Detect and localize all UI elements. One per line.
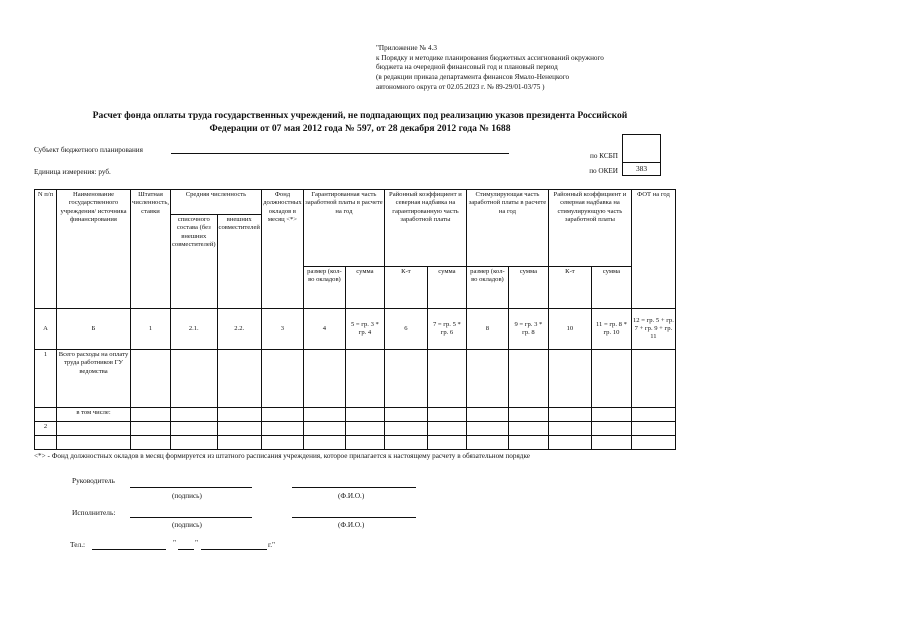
appendix-line: "Приложение № 4.3: [376, 44, 437, 52]
table-cell[interactable]: [35, 408, 57, 422]
appendix-note: [376, 44, 676, 93]
head-label: Руководитель: [72, 476, 115, 485]
appendix-line: бюджета на очередной финансовый год и плановый период: [376, 63, 558, 72]
header-stim-sum: сумма: [508, 267, 548, 309]
table-cell[interactable]: [170, 408, 217, 422]
row-incl-label: в том числе:: [57, 408, 131, 422]
head-signature-line[interactable]: [130, 487, 252, 488]
footnote: <*> - Фонд должностных окладов в месяц формируется из штатного расписания учреждения, которое прилагается к настоящему расчету в обязательном порядке: [34, 452, 530, 460]
okei-label: по ОКЕИ: [589, 167, 618, 175]
table-cell[interactable]: [345, 408, 384, 422]
table-cell[interactable]: [548, 422, 591, 436]
okei-code-box: 383: [622, 162, 661, 176]
table-cell[interactable]: [591, 422, 631, 436]
table-cell[interactable]: [466, 436, 508, 450]
index-cell: 11 = гр. 8 * гр. 10: [591, 309, 631, 350]
header-stim-reg: Районный коэффициент и северная надбавка на стимулирующую часть заработной платы: [548, 190, 631, 267]
table-cell[interactable]: [57, 436, 131, 450]
table-cell[interactable]: [303, 408, 345, 422]
subject-input-line[interactable]: [171, 153, 509, 154]
executor-fio-caption: (Ф.И.О.): [338, 521, 365, 529]
header-stim-reg-coef: К-т: [548, 267, 591, 309]
table-cell[interactable]: [131, 350, 171, 408]
phone-label: Тел.:: [70, 540, 86, 549]
table-cell[interactable]: [345, 350, 384, 408]
title-line-1: Расчет фонда оплаты труда государственных учреждений, не подпадающих под реализацию указов президента Российской: [92, 110, 628, 121]
table-cell[interactable]: [131, 422, 171, 436]
title-line-2: Федерации от 07 мая 2012 года № 597, от 28 декабря 2012 года № 1688: [209, 123, 511, 134]
table-cell[interactable]: [217, 436, 261, 450]
ksbp-code-box[interactable]: [622, 134, 661, 163]
appendix-line: (в редакции приказа департамента финансов Ямало-Ненецкого: [376, 73, 570, 82]
table-cell[interactable]: [427, 408, 466, 422]
table-cell[interactable]: [466, 408, 508, 422]
table-cell[interactable]: [384, 408, 427, 422]
header-avg-list: списочного состава (без внешних совместителей): [170, 215, 217, 309]
table-cell[interactable]: [591, 436, 631, 450]
table-cell[interactable]: [631, 422, 675, 436]
date-day-line[interactable]: [178, 549, 194, 550]
table-cell[interactable]: [548, 408, 591, 422]
table-cell[interactable]: [217, 422, 261, 436]
table-cell[interactable]: [384, 422, 427, 436]
header-guar-reg-sum: сумма: [427, 267, 466, 309]
table-cell[interactable]: [384, 436, 427, 450]
table-cell[interactable]: [384, 350, 427, 408]
header-name: Наименование государственного учреждения/ источника финансирования: [57, 190, 131, 309]
table-cell[interactable]: [508, 422, 548, 436]
table-cell[interactable]: [548, 436, 591, 450]
table-cell[interactable]: [427, 436, 466, 450]
table-cell[interactable]: [345, 436, 384, 450]
index-cell: А: [35, 309, 57, 350]
index-cell: 8: [466, 309, 508, 350]
header-guar-size: размер (кол-во окладов): [303, 267, 345, 309]
table-cell[interactable]: [303, 436, 345, 450]
table-cell[interactable]: [57, 422, 131, 436]
header-guar-sum: сумма: [345, 267, 384, 309]
table-cell[interactable]: [131, 408, 171, 422]
table-cell[interactable]: [508, 408, 548, 422]
executor-signature-line[interactable]: [130, 517, 252, 518]
index-cell: 9 = гр. 3 * гр. 8: [508, 309, 548, 350]
appendix-line: автономного округа от 02.05.2023 г. № 89-29/01-03/75 ): [376, 82, 545, 91]
table-cell[interactable]: [631, 436, 675, 450]
year-suffix: г.": [268, 540, 276, 549]
executor-label: Исполнитель:: [72, 508, 116, 517]
row1-name: Всего расходы на оплату труда работников ГУ ведомства: [57, 350, 131, 408]
table-cell[interactable]: [591, 350, 631, 408]
date-close-quote: ": [195, 538, 199, 547]
unit-label: Единица измерения: руб.: [34, 168, 111, 176]
header-guar-reg-coef: К-т: [384, 267, 427, 309]
table-cell[interactable]: [261, 436, 303, 450]
header-stim-reg-sum: сумма: [591, 267, 631, 309]
header-num: N п/п: [35, 190, 57, 309]
index-cell: 7 = гр. 5 * гр. 6: [427, 309, 466, 350]
index-cell: 3: [261, 309, 303, 350]
table-cell[interactable]: [170, 350, 217, 408]
table-cell[interactable]: [131, 436, 171, 450]
table-cell[interactable]: [345, 422, 384, 436]
header-avg-ext: внешних совместителей: [217, 215, 261, 309]
header-stim: Стимулирующая часть заработной платы в расчете на год: [466, 190, 548, 267]
index-cell: 12 = гр. 5 + гр. 7 + гр. 9 + гр. 11: [631, 309, 675, 350]
subject-label: Субъект бюджетного планирования: [34, 146, 143, 154]
row1-num: 1: [35, 350, 57, 408]
date-open-quote: ": [173, 538, 177, 547]
head-sign-caption: (подпись): [172, 492, 202, 500]
table-cell[interactable]: [217, 408, 261, 422]
table-cell[interactable]: [466, 422, 508, 436]
header-fund: Фонд должностных окладов в месяц <*>: [261, 190, 303, 309]
table-cell[interactable]: [591, 408, 631, 422]
table-cell[interactable]: [261, 408, 303, 422]
index-cell: Б: [57, 309, 131, 350]
executor-sign-caption: (подпись): [172, 521, 202, 529]
table-cell[interactable]: [631, 350, 675, 408]
header-guar: Гарантированная часть заработной платы в расчете на год: [303, 190, 384, 267]
header-stim-size: размер (кол-во окладов): [466, 267, 508, 309]
index-cell: 2.2.: [217, 309, 261, 350]
head-fio-line[interactable]: [292, 487, 416, 488]
table-cell[interactable]: [303, 350, 345, 408]
table-cell[interactable]: [303, 422, 345, 436]
table-cell[interactable]: [170, 436, 217, 450]
table-cell[interactable]: [508, 350, 548, 408]
index-cell: 1: [131, 309, 171, 350]
executor-fio-line[interactable]: [292, 517, 416, 518]
table-cell[interactable]: [466, 350, 508, 408]
table-cell[interactable]: [261, 422, 303, 436]
header-fot: ФОТ на год: [631, 190, 675, 309]
index-cell: 4: [303, 309, 345, 350]
header-avg: Средняя численность: [170, 190, 261, 215]
table-cell[interactable]: [217, 350, 261, 408]
head-fio-caption: (Ф.И.О.): [338, 492, 365, 500]
table-cell[interactable]: [631, 408, 675, 422]
table-cell[interactable]: [548, 350, 591, 408]
appendix-line: к Порядку и методике планирования бюджетных ассигнований окружного: [376, 53, 604, 62]
table-cell[interactable]: [35, 436, 57, 450]
document-title: [40, 109, 680, 135]
phone-line[interactable]: [92, 549, 166, 550]
header-guar-reg: Районный коэффициент и северная надбавка на гарантированную часть заработной платы: [384, 190, 466, 267]
index-cell: 6: [384, 309, 427, 350]
index-cell: 10: [548, 309, 591, 350]
ksbp-label: по КСБП: [590, 152, 618, 160]
index-cell: 5 = гр. 3 * гр. 4: [345, 309, 384, 350]
table-cell[interactable]: [261, 350, 303, 408]
table-cell[interactable]: [427, 350, 466, 408]
table-cell[interactable]: [427, 422, 466, 436]
index-cell: 2.1.: [170, 309, 217, 350]
wage-fund-table: [34, 189, 676, 450]
row2-num: 2: [35, 422, 57, 436]
header-staff: Штатная численность, ставки: [131, 190, 171, 309]
table-cell[interactable]: [170, 422, 217, 436]
table-cell[interactable]: [508, 436, 548, 450]
date-month-line[interactable]: [201, 549, 267, 550]
